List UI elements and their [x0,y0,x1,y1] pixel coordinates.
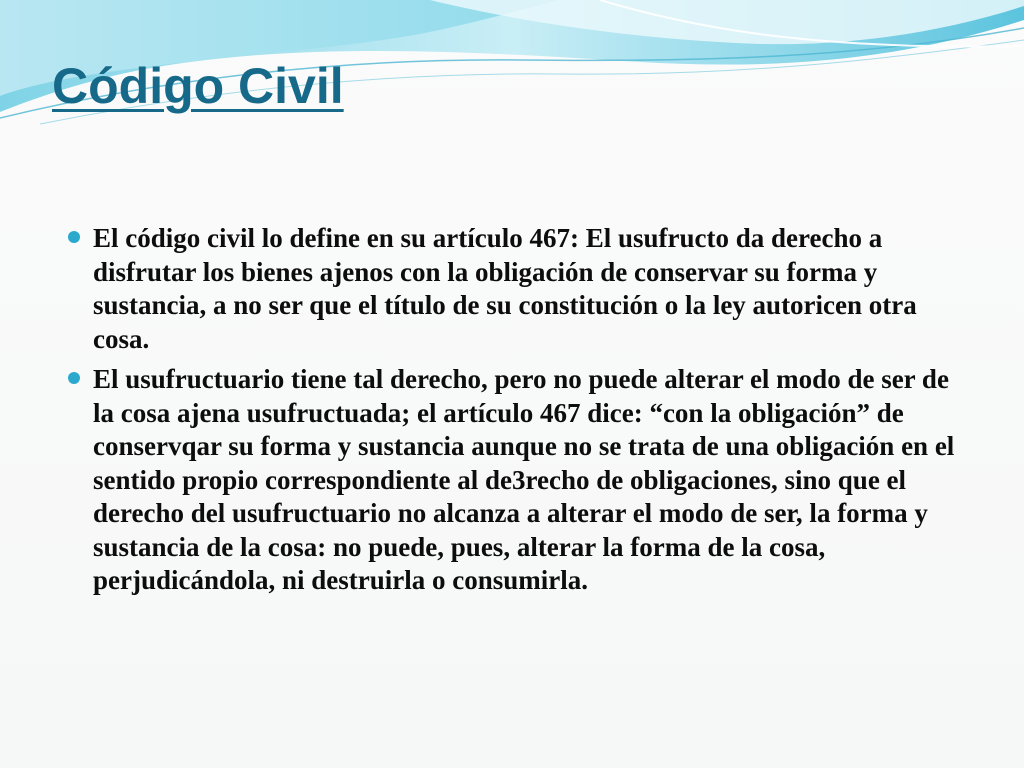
bullet-item-2 [68,363,968,598]
slide-title: Código Civil [52,58,344,114]
bullet-list [68,222,968,605]
bullet-dot-icon [68,231,80,243]
bullet-item-1 [68,222,968,356]
bullet-text: El usufructuario tiene tal derecho, pero no puede alterar el modo de ser de la cosa ajena usufructuada; el artículo 467 dice: “con la obligación” de conservqar su forma y sustancia aunque no se trata de una obligación en el sentido propio correspondiente al de3recho de obligaciones, sino que el derecho del usufructuario no alcanza a alterar el modo de ser, la forma y sustancia de la cosa: no puede, pues, alterar la forma de la cosa, perjudicándola, ni destruirla o consumirla. [93,364,955,595]
bullet-text: El código civil lo define en su artículo 467: El usufructo da derecho a disfrutar los bienes ajenos con la obligación de conservar su forma y sustancia, a no ser que el título de su constitución o la ley autoricen otra cosa. [93,223,917,354]
bullet-dot-icon [68,372,80,384]
